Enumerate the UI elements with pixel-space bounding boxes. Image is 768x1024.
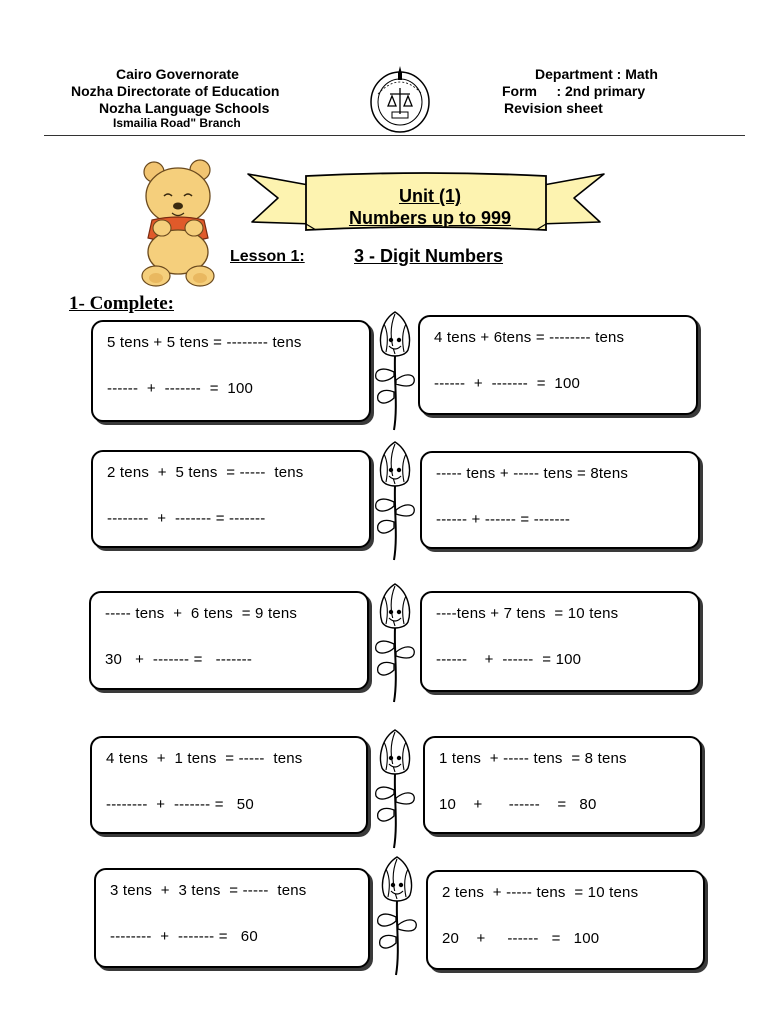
exercise-line: ------ + ------ = ------- xyxy=(436,511,571,528)
bear-illustration xyxy=(134,158,222,290)
exercise-box xyxy=(91,450,371,548)
header-branch: Ismailia Road" Branch xyxy=(113,116,241,130)
unit-title: Unit (1) xyxy=(399,186,461,206)
exercise-box xyxy=(90,736,368,834)
exercise-line: ------ + ------ = 100 xyxy=(436,651,582,668)
exercise-box xyxy=(420,591,700,692)
exercise-line: 10 + ------ = 80 xyxy=(439,796,597,813)
flower-illustration xyxy=(372,440,418,567)
exercise-line: 1 tens + ----- tens = 8 tens xyxy=(439,750,627,767)
lesson-label: Lesson 1: xyxy=(230,248,305,265)
school-seal-logo xyxy=(368,64,432,134)
exercise-box xyxy=(89,591,369,690)
flower-illustration xyxy=(372,728,418,855)
exercise-box xyxy=(418,315,698,415)
flower-illustration xyxy=(372,582,418,709)
exercise-line: -------- + ------- = 50 xyxy=(106,796,254,813)
exercise-box xyxy=(94,868,370,968)
header-governorate: Cairo Governorate xyxy=(116,66,239,82)
exercise-line: 20 + ------ = 100 xyxy=(442,930,600,947)
exercise-line: 2 tens + 5 tens = ----- tens xyxy=(107,464,304,481)
exercise-line: -------- + ------- = ------- xyxy=(107,510,266,527)
exercise-line: ------ + ------- = 100 xyxy=(107,380,254,397)
section-heading: 1- Complete: xyxy=(69,293,174,314)
header-form: Form : 2nd primary xyxy=(502,83,646,99)
flower-illustration xyxy=(372,310,418,437)
exercise-line: 2 tens + ----- tens = 10 tens xyxy=(442,884,639,901)
exercise-line: 3 tens + 3 tens = ----- tens xyxy=(110,882,307,899)
exercise-line: ----- tens + ----- tens = 8tens xyxy=(436,465,629,482)
exercise-line: 4 tens + 1 tens = ----- tens xyxy=(106,750,303,767)
header-revision: Revision sheet xyxy=(504,100,603,116)
exercise-line: 30 + ------- = ------- xyxy=(105,651,253,668)
exercise-line: 5 tens + 5 tens = -------- tens xyxy=(107,334,302,351)
flower-illustration xyxy=(374,855,420,982)
exercise-box xyxy=(420,451,700,549)
exercise-box xyxy=(426,870,705,970)
header-divider xyxy=(44,135,745,136)
unit-subtitle: Numbers up to 999 xyxy=(348,208,512,228)
exercise-box xyxy=(91,320,371,422)
header-school: Nozha Language Schools xyxy=(99,100,270,116)
exercise-line: -------- + ------- = 60 xyxy=(110,928,258,945)
exercise-line: ----- tens + 6 tens = 9 tens xyxy=(105,605,298,622)
exercise-line: ------ + ------- = 100 xyxy=(434,375,581,392)
exercise-line: ----tens + 7 tens = 10 tens xyxy=(436,605,619,622)
exercise-line: 4 tens + 6tens = -------- tens xyxy=(434,329,625,346)
lesson-title: 3 - Digit Numbers xyxy=(354,246,504,266)
header-directorate: Nozha Directorate of Education xyxy=(71,83,280,99)
header-department: Department : Math xyxy=(535,66,658,82)
exercise-box xyxy=(423,736,702,834)
